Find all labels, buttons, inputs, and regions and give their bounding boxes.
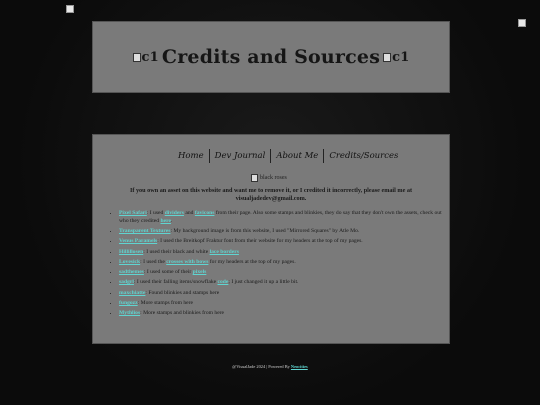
sources-list <box>109 210 445 321</box>
cross-bow-icon <box>383 50 409 65</box>
title-text: Credits and Sources <box>161 46 381 68</box>
source-text: : More stamps from here <box>137 300 193 307</box>
source-link[interactable]: code <box>217 279 229 286</box>
page-title <box>133 46 410 68</box>
source-text: and <box>183 210 195 216</box>
image-alt-text: c1 <box>392 49 410 65</box>
source-text: : I used their falling items/snowflake <box>133 279 218 286</box>
nav-home[interactable]: Home <box>178 151 204 161</box>
source-text: ; I just changed it up a little bit. <box>228 279 299 286</box>
source-link[interactable]: fungozz <box>119 300 138 307</box>
broken-image-icon <box>66 5 74 13</box>
source-link[interactable]: maxchiatte <box>119 289 146 296</box>
source-link[interactable]: Pixel Safari <box>119 210 147 216</box>
main-nav <box>173 149 403 163</box>
source-link[interactable]: dividers <box>164 210 184 216</box>
removal-notice: If you own an asset on this website and want me to remove it, or I credited it incorrectly, please email me at visualjadedev@gmail.com. <box>129 187 413 202</box>
source-text: : I used the <box>140 258 167 265</box>
source-link[interactable]: favicons <box>194 210 215 216</box>
broken-image-icon <box>518 19 526 27</box>
broken-image-icon <box>251 174 258 182</box>
source-item <box>119 249 445 257</box>
image-alt-text: c1 <box>141 49 159 65</box>
source-text: from their page. Also some stamps and blinkies, they do say that they don't own the assets, check out who they credited <box>119 210 442 224</box>
source-link[interactable]: sadgrl <box>119 279 134 286</box>
footer-text: @VisualJade 2024 | Powered By <box>232 364 291 369</box>
source-item <box>119 310 445 318</box>
source-text: : I used the Breitkopf Fraktur font from their website for my headers at the top of my pages. <box>157 238 363 245</box>
source-item <box>119 269 445 277</box>
source-item <box>119 290 445 298</box>
source-item <box>119 300 445 308</box>
nav-about-me[interactable]: About Me <box>276 151 319 161</box>
source-text: . <box>170 217 173 224</box>
source-link[interactable]: Hillillosen <box>119 248 144 255</box>
source-item <box>119 238 445 246</box>
footer <box>0 364 540 369</box>
source-item <box>119 228 445 236</box>
source-link[interactable]: Transparent Textures <box>119 228 171 234</box>
source-item <box>119 259 445 267</box>
source-link[interactable]: Mythlios <box>119 310 141 317</box>
source-link[interactable]: crosses with bows <box>166 258 209 265</box>
source-item <box>119 279 445 287</box>
broken-image-icon <box>133 53 141 62</box>
source-text: for my headers at the top of my pages. <box>208 258 296 265</box>
content-panel <box>92 134 450 344</box>
source-link[interactable]: sadthemes <box>119 269 144 276</box>
nav-dev-journal[interactable]: Dev Journal <box>214 151 266 161</box>
source-link[interactable]: here <box>160 217 171 224</box>
source-link[interactable]: pixels <box>192 269 207 276</box>
source-text: : I used their black and white <box>143 248 210 255</box>
image-alt-text: black roses <box>260 175 287 181</box>
source-text: : I used <box>146 210 165 216</box>
header-banner <box>92 21 450 93</box>
broken-image-icon <box>383 53 391 62</box>
roses-image <box>251 174 287 182</box>
source-text: : I used some of their <box>143 269 193 276</box>
source-text: : My background image is from this website, I used "Mirrored Squares" by Atle Mo. <box>170 228 360 234</box>
cross-bow-icon <box>133 50 159 65</box>
source-text: : More stamps and blinkies from here <box>140 310 225 317</box>
source-item <box>119 210 445 225</box>
footer-link-neocities[interactable]: Neocities <box>290 364 308 369</box>
nav-credits-sources[interactable]: Credits/Sources <box>329 151 399 161</box>
source-link[interactable]: lace borders <box>209 248 239 255</box>
source-link[interactable]: Venus Paramels <box>119 238 158 245</box>
source-text: : Found blinkies and stamps here <box>145 289 220 296</box>
source-link[interactable]: Lovesick <box>119 258 141 265</box>
